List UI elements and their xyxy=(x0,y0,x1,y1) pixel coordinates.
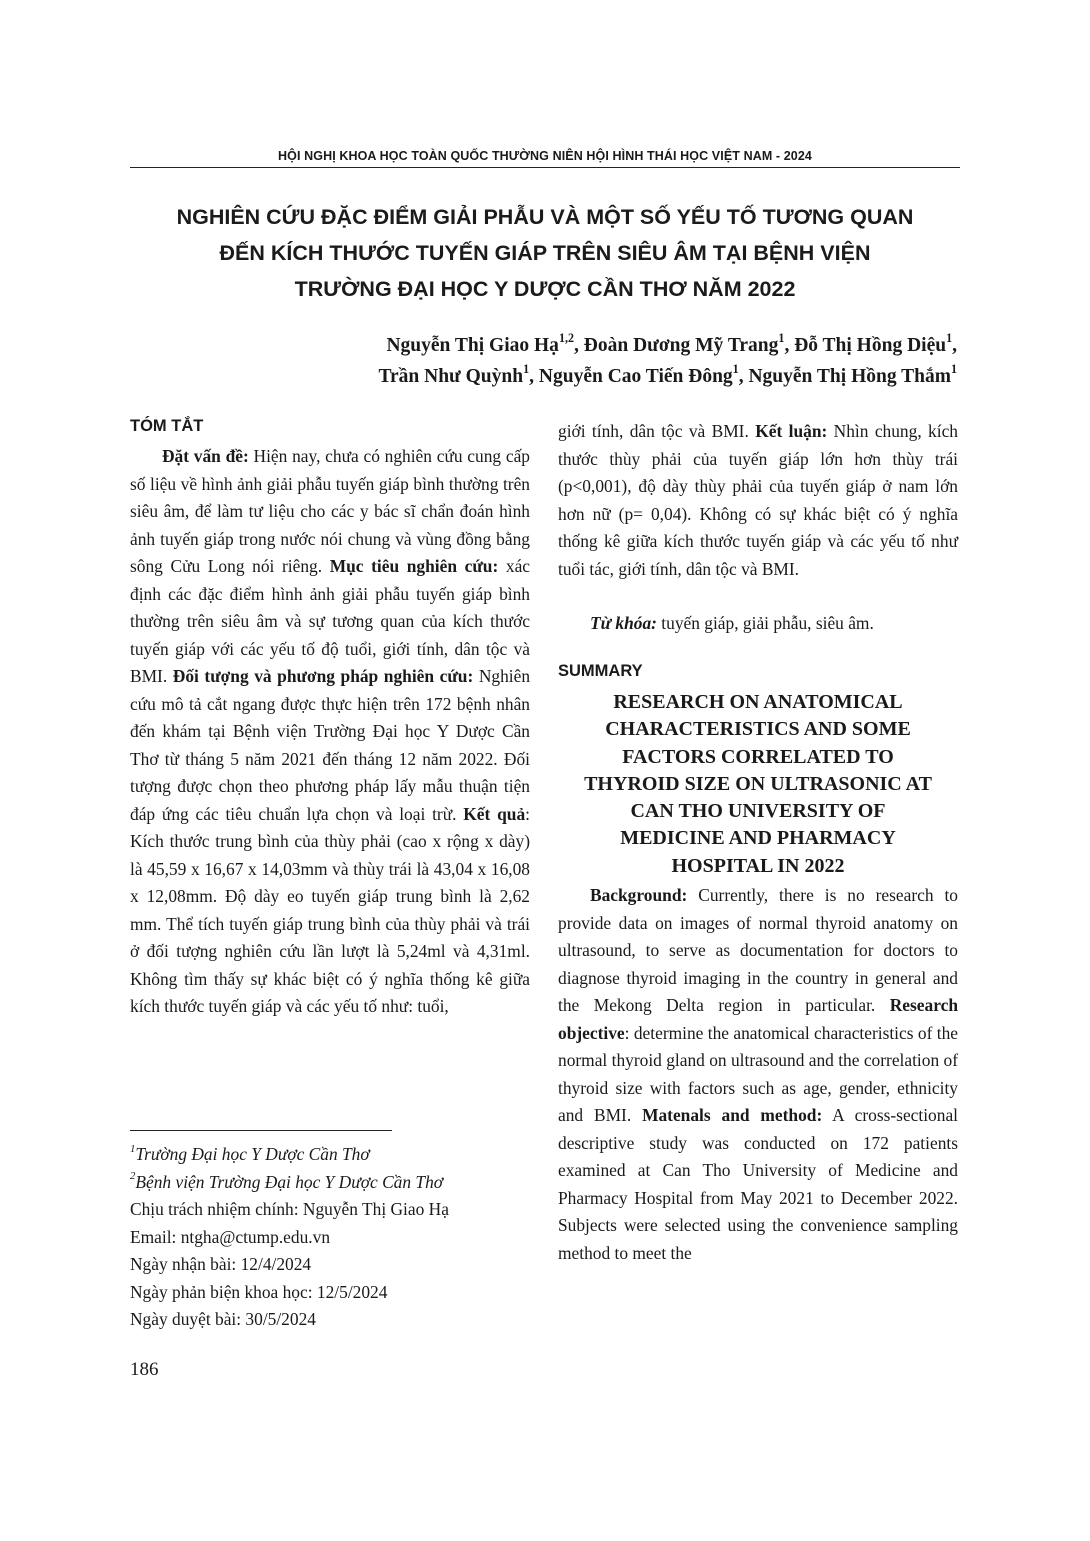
conclusion-text: Nhìn chung, kích thước thùy phải của tuyến giáp lớn hơn thùy trái (p<0,001), độ dày thùy phải của tuyến giáp ở nam lớn hơn nữ (p= 0,04). Không có sự khác biệt có ý nghĩa thống kê giữa kích thước tuyến giáp và các yếu tố như tuổi tác, giới tính, dân tộc và BMI. xyxy=(558,421,958,579)
methods-label: Đối tượng và phương pháp nghiên cứu: xyxy=(172,666,474,686)
en-methods-text: A cross-sectional descriptive study was conducted on 172 patients examined at Can Tho University of Medicine and Pharmacy Hospital from May 2021 to December 2022. Subjects were selected using the convenience sampling method to meet the xyxy=(558,1105,958,1263)
english-title xyxy=(558,689,958,880)
date-accepted: Ngày duyệt bài: 30/5/2024 xyxy=(130,1309,316,1329)
date-reviewed: Ngày phản biện khoa học: 12/5/2024 xyxy=(130,1281,388,1302)
conclusion-label: Kết luận: xyxy=(755,421,828,441)
english-title-line: CHARACTERISTICS AND SOME xyxy=(605,718,911,741)
email: Email: ntgha@ctump.edu.vn xyxy=(130,1226,331,1247)
background-label: Đặt vấn đề: xyxy=(162,446,249,466)
english-title-line: FACTORS CORRELATED TO xyxy=(622,745,894,768)
author-affiliation: 1 xyxy=(778,330,785,345)
methods-text: Nghiên cứu mô tả cắt ngang được thực hiện trên 172 bệnh nhân đến khám tại Bệnh viện Trường Đại học Y Dược Cần Thơ từ tháng 5 năm 2021 đến tháng 12 năm 2022. Đối tượng được chọn theo phương pháp lấy mẫu thuận tiện đáp ứng các tiêu chuẩn lựa chọn và loại trừ. xyxy=(130,666,531,824)
background-text: Hiện nay, chưa có nghiên cứu cung cấp số liệu về hình ảnh giải phẫu tuyến giáp bình thường trên siêu âm, để làm tư liệu cho các y bác sĩ chẩn đoán hình ảnh tuyến giáp trong nước nói chung và vùng đồng bằng sông Cửu Long nói riêng. xyxy=(130,446,530,576)
results-text: : Kích thước trung bình của thùy phải (cao x rộng x dày) là 45,59 x 16,67 x 14,03mm và thùy trái là 43,04 x 16,08 x 12,08mm. Độ dày eo tuyến giáp trung bình là 2,62 mm. Thể tích tuyến giáp trung bình của thùy phải và trái ở đối tượng nghiên cứu lần lượt là 5,24ml và 4,31ml. Không tìm thấy sự khác biệt có ý nghĩa thống kê giữa kích thước tuyến giáp và các yếu tố như: tuổi, xyxy=(130,803,530,1016)
page-number: 186 xyxy=(130,1359,159,1380)
objective-label: Mục tiêu nghiên cứu: xyxy=(329,556,499,576)
footnotes xyxy=(130,1141,530,1334)
footnote-rule xyxy=(130,1130,392,1131)
author-affiliation: 1 xyxy=(950,361,957,376)
keywords-label: Từ khóa: xyxy=(590,613,657,633)
author-name: Nguyễn Cao Tiến Đông xyxy=(538,366,733,387)
author-affiliation: 1 xyxy=(946,330,953,345)
results-text-cont: giới tính, dân tộc và BMI. xyxy=(558,421,756,441)
summary-heading: SUMMARY xyxy=(558,662,643,680)
en-objective-text: : determine the anatomical characteristics of the normal thyroid gland on ultrasound and the correlation of thyroid size with factors such as age, gender, ethnicity and BMI. xyxy=(558,1022,958,1125)
author-line: Nguyễn Thị Giao Hạ$^{1,2}$, Đoàn Dương Mỹ Trang$^1$, Đỗ Thị Hồng Diệu$^1$, xyxy=(386,330,957,356)
author-name: Trần Như Quỳnh xyxy=(378,366,524,387)
abstract-heading: TÓM TẮT xyxy=(130,417,204,435)
author-list xyxy=(378,330,957,392)
english-title-line: CAN THO UNIVERSITY OF xyxy=(630,800,886,823)
article-title xyxy=(110,199,980,307)
author-name: Đoàn Dương Mỹ Trang xyxy=(583,335,779,356)
author-name: Nguyễn Thị Giao Hạ xyxy=(386,335,559,356)
english-title-line: MEDICINE AND PHARMACY xyxy=(620,827,896,850)
en-objective-label: Research objective xyxy=(558,995,958,1043)
english-title-line: RESEARCH ON ANATOMICAL xyxy=(613,691,903,713)
author-affiliation: 1 xyxy=(732,361,739,376)
en-background-label: Background: xyxy=(590,885,688,905)
running-header: HỘI NGHỊ KHOA HỌC TOÀN QUỐC THƯỜNG NIÊN HỘI HÌNH THÁI HỌC VIỆT NAM - 2024 xyxy=(278,149,812,163)
date-received: Ngày nhận bài: 12/4/2024 xyxy=(130,1254,312,1274)
affiliation-2: $^2$Bệnh viện Trường Đại học Y Dược Cần Thơ xyxy=(130,1170,444,1192)
abstract-vi-paragraph xyxy=(558,418,958,583)
author-name: Nguyễn Thị Hồng Thắm xyxy=(748,366,951,387)
abstract-vi-paragraph xyxy=(130,443,530,1021)
abstract-vi-continued xyxy=(558,418,958,583)
keywords-text: tuyến giáp, giải phẫu, siêu âm. xyxy=(656,613,874,633)
corresponding-author: Chịu trách nhiệm chính: Nguyễn Thị Giao Hạ xyxy=(130,1199,449,1219)
title-line: ĐẾN KÍCH THƯỚC TUYẾN GIÁP TRÊN SIÊU ÂM TẠI BỆNH VIỆN xyxy=(219,241,871,265)
author-affiliation: 1,2 xyxy=(558,330,575,345)
affiliation-1: $^1$Trường Đại học Y Dược Cần Thơ xyxy=(130,1142,370,1164)
objective-text: xác định các đặc điểm hình ảnh giải phẫu tuyến giáp bình thường trên siêu âm và sự tương quan của kích thước tuyến giáp với các yếu tố độ tuổi, giới tính, dân tộc và BMI. xyxy=(130,556,531,686)
abstract-en-paragraph xyxy=(558,882,958,1267)
results-label: Kết quả xyxy=(463,803,526,824)
keywords xyxy=(558,610,958,638)
title-line: NGHIÊN CỨU ĐẶC ĐIỂM GIẢI PHẪU VÀ MỘT SỐ YẾU TỐ TƯƠNG QUAN xyxy=(176,205,914,229)
abstract-en xyxy=(558,882,958,1267)
english-title-line: HOSPITAL IN 2022 xyxy=(671,854,845,877)
abstract-vi xyxy=(130,443,530,1021)
en-background-text: Currently, there is no research to provide data on images of normal thyroid anatomy on ultrasound, to serve as documentation for doctors to diagnose thyroid imaging in the country in general and the Mekong Delta region in particular. xyxy=(558,885,958,1015)
en-methods-label: Matenals and method: xyxy=(642,1105,823,1125)
author-name: Đỗ Thị Hồng Diệu xyxy=(794,335,947,356)
title-line: TRƯỜNG ĐẠI HỌC Y DƯỢC CẦN THƠ NĂM 2022 xyxy=(294,277,796,301)
header-rule xyxy=(130,167,960,168)
author-affiliation: 1 xyxy=(523,361,530,376)
english-title-line: THYROID SIZE ON ULTRASONIC AT xyxy=(584,772,932,795)
author-line: Trần Như Quỳnh$^1$, Nguyễn Cao Tiến Đông$^1$, Nguyễn Thị Hồng Thắm$^1$ xyxy=(378,361,957,387)
